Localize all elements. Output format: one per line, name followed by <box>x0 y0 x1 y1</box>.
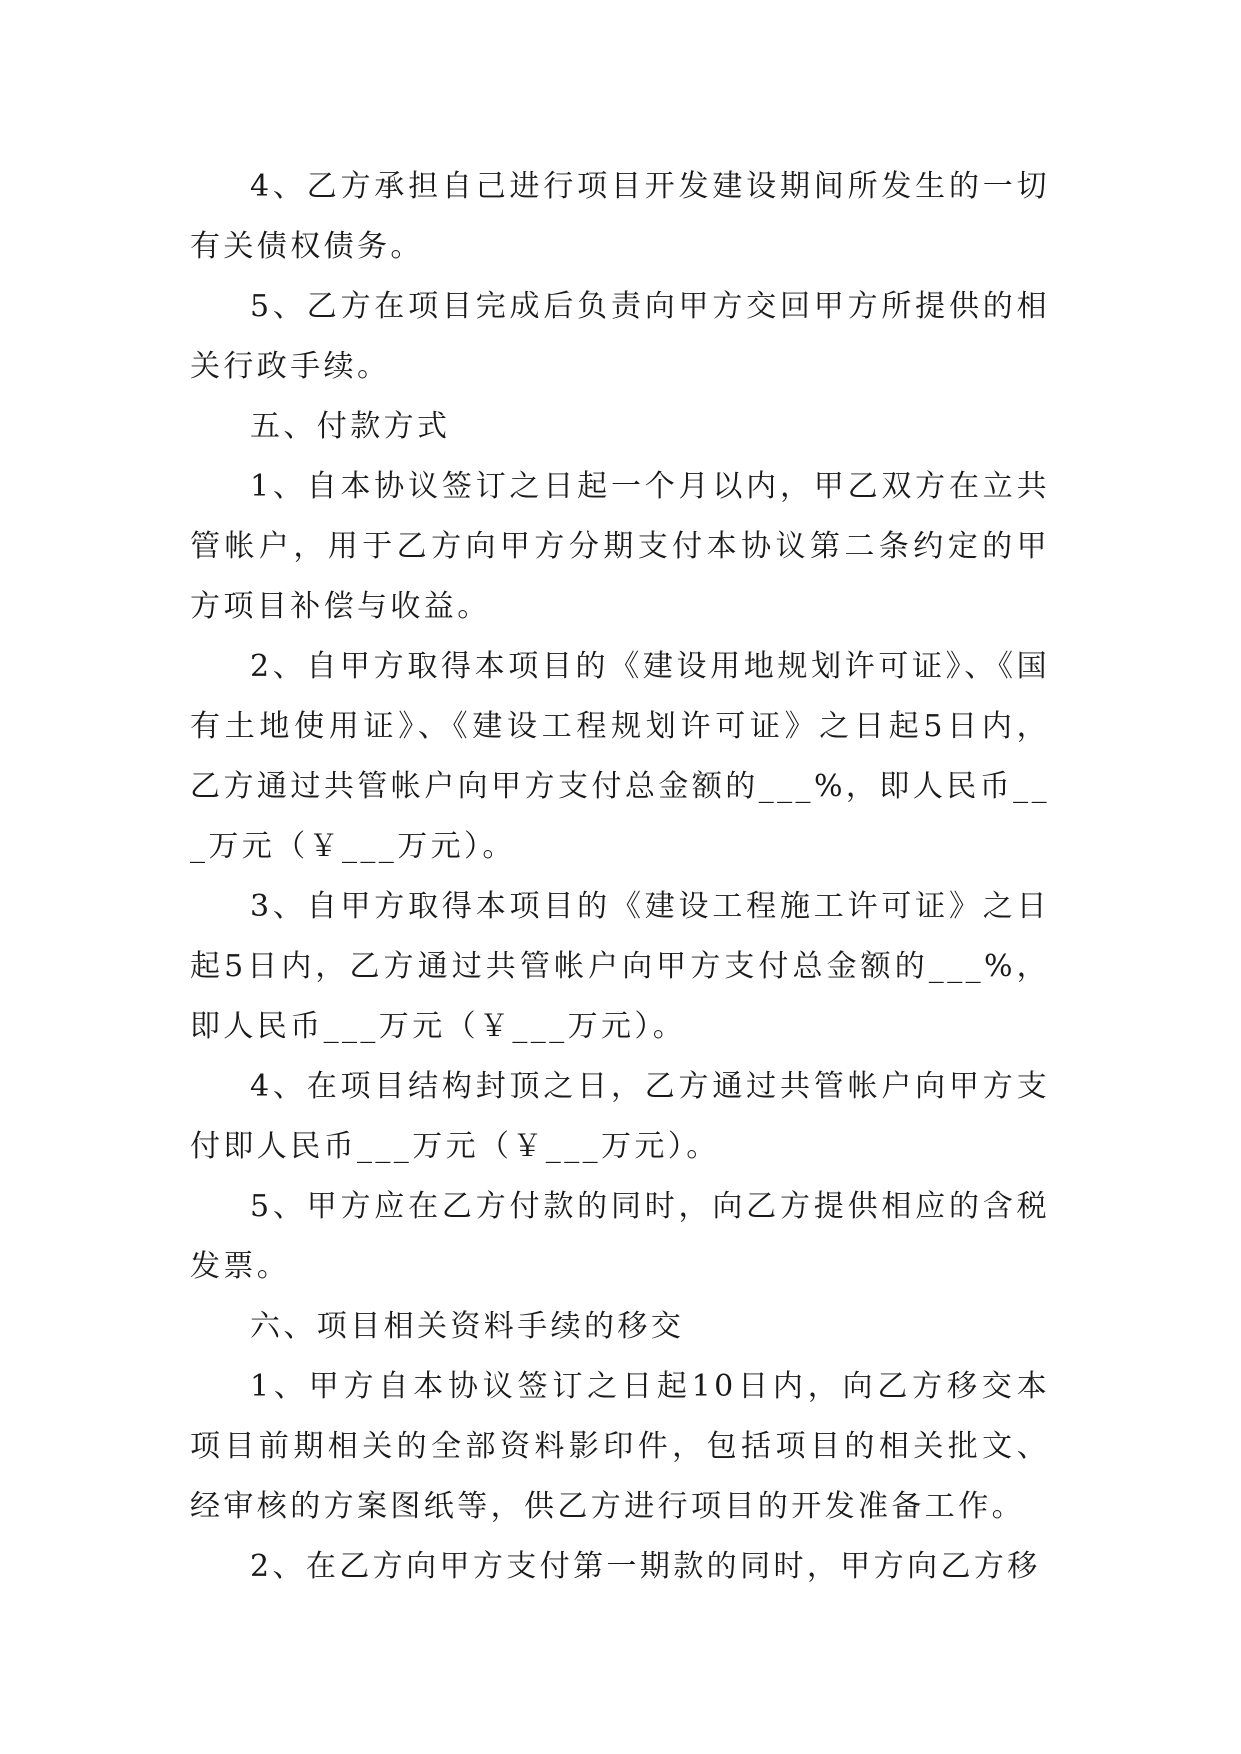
paragraph-payment-1-joint-account: 1、自本协议签订之日起一个月以内，甲乙双方在立共管帐户，用于乙方向甲方分期支付本协议第二条约定的甲方项目补偿与收益。 <box>190 469 1050 624</box>
section-heading-payment-method: 五、付款方式 <box>250 409 451 444</box>
document-body <box>190 157 1050 1597</box>
paragraph-payment-4-structure-topping: 4、在项目结构封顶之日，乙方通过共管帐户向甲方支付即人民币___万元（￥___万元）。 <box>190 1069 1050 1164</box>
paragraph-clause-4-debts: 4、乙方承担自己进行项目开发建设期间所发生的一切有关债权债务。 <box>190 169 1050 264</box>
paragraph-clause-5-return-documents: 5、乙方在项目完成后负责向甲方交回甲方所提供的相关行政手续。 <box>190 289 1050 384</box>
paragraph-payment-2-planning-permits: 2、自甲方取得本项目的《建设用地规划许可证》、《国有土地使用证》、《建设工程规划许可证》之日起5日内，乙方通过共管帐户向甲方支付总金额的___%，即人民币___万元（￥___万元）。 <box>190 649 1050 864</box>
paragraph-payment-3-construction-permit: 3、自甲方取得本项目的《建设工程施工许可证》之日起5日内，乙方通过共管帐户向甲方支付总金额的___%，即人民币___万元（￥___万元）。 <box>190 889 1050 1044</box>
paragraph-payment-5-invoice: 5、甲方应在乙方付款的同时，向乙方提供相应的含税发票。 <box>190 1189 1050 1284</box>
paragraph-handover-1-copies: 1、甲方自本协议签订之日起10日内，向乙方移交本项目前期相关的全部资料影印件，包括项目的相关批文、经审核的方案图纸等，供乙方进行项目的开发准备工作。 <box>190 1369 1050 1524</box>
section-heading-document-handover: 六、项目相关资料手续的移交 <box>250 1309 685 1344</box>
paragraph-handover-2-first-payment: 2、在乙方向甲方支付第一期款的同时，甲方向乙方移 <box>250 1549 1041 1584</box>
